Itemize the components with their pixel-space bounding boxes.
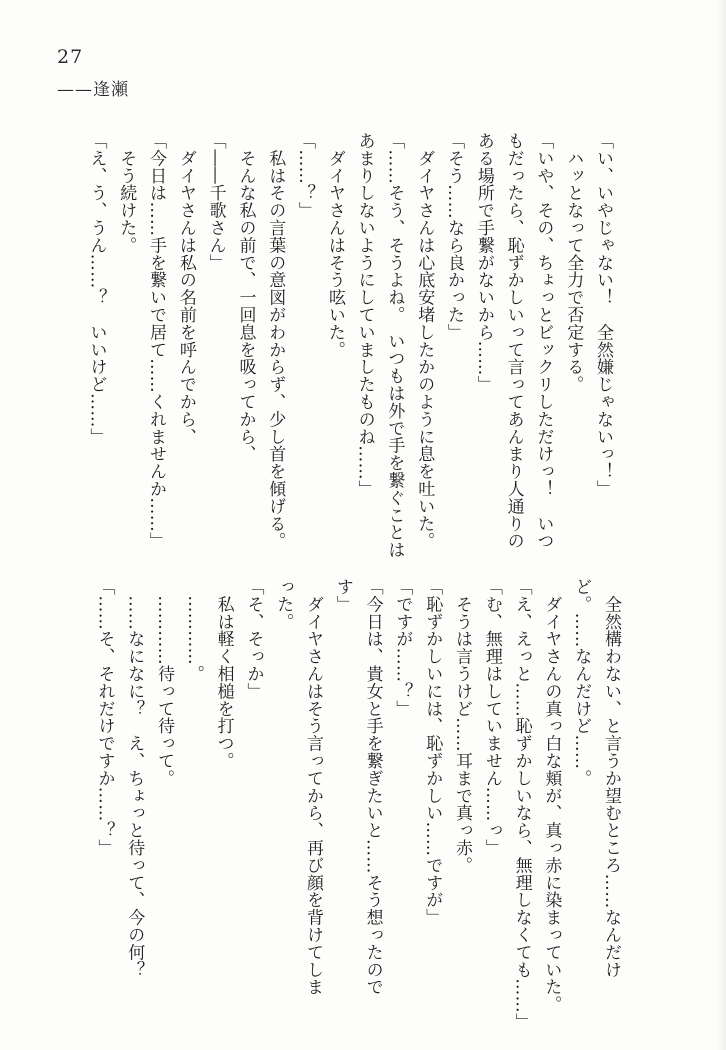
text-column: そう続けた。 xyxy=(116,132,137,254)
text-column: 「い、いやじゃない！ 全然嫌じゃないっ！」 xyxy=(593,132,613,498)
text-column: ある場所で手繋がないから……」 xyxy=(473,132,494,393)
text-column: あまりしないようにしていましたものね……」 xyxy=(354,132,375,498)
page-header xyxy=(57,46,129,100)
text-column: ダイヤさんは私の名前を呼んでから、 xyxy=(175,132,196,446)
text-column: …………待って待って。 xyxy=(154,578,175,787)
text-column: そんな私の前で、一回息を吸ってから、 xyxy=(235,132,256,463)
text-column: 「ですが……？」 xyxy=(392,578,413,718)
text-column: ダイヤさんはそう言ってから、再び顔を背けてしま xyxy=(303,578,324,996)
text-column: った。 xyxy=(273,578,294,631)
text-column: 「……？」 xyxy=(295,132,316,219)
text-column: ハッとなって全力で否定する。 xyxy=(563,132,584,393)
text-column: す」 xyxy=(332,578,353,613)
text-column: 「そ、そっか」 xyxy=(243,578,264,700)
text-column: ダイヤさんはそう呟いた。 xyxy=(324,132,345,359)
text-column: 全然構わない、と言うか望むところ……なんだけ xyxy=(601,578,621,979)
text-column: 「む、無理はしていません……っ」 xyxy=(481,578,502,857)
text-column: 「そう……なら良かった」 xyxy=(444,132,465,341)
text-column: 「今日は、貴女と手を繋ぎたいと……そう想ったので xyxy=(362,578,383,996)
page-edge-shadow xyxy=(716,0,726,1050)
text-column: 「――千歌さん」 xyxy=(205,132,226,272)
chapter-title: ——逢瀬 xyxy=(57,80,129,100)
text-column: ……なになに？ え、ちょっと待って、今の何？ xyxy=(124,578,145,979)
text-column: 「今日は……手を繋いで居て……くれませんか……」 xyxy=(146,132,167,550)
text-column: 私はその言葉の意図がわからず、少し首を傾げる。 xyxy=(265,132,286,550)
text-column: ダイヤさんは心底安堵したかのように息を吐いた。 xyxy=(414,132,435,550)
text-column: 「いや、その、ちょっとビックリしただけっ！ いつ xyxy=(533,132,554,550)
text-column: もだったら、恥ずかしいって言ってあんまり人通りの xyxy=(503,132,524,550)
text-column: ど。……なんだけど……。 xyxy=(571,578,592,787)
text-column: 「え、う、うん……？ いいけど……」 xyxy=(86,132,107,446)
text-column: 「……そ、それだけですか……？」 xyxy=(94,578,115,857)
text-column: 「……そう、そうよね。 いつもは外で手を繋ぐことは xyxy=(384,132,405,559)
text-column: 「え、えっと……恥ずかしいなら、無理しなくても……」 xyxy=(511,578,532,1031)
text-column: 「恥ずかしいには、恥ずかしい……ですが」 xyxy=(422,578,443,926)
text-column: そうは言うけど……耳まで真っ赤。 xyxy=(452,578,473,874)
text-column: ダイヤさんの真っ白な頬が、真っ赤に染まっていた。 xyxy=(541,578,562,1013)
text-column: 私は軽く相槌を打つ。 xyxy=(213,578,234,770)
page-number: 27 xyxy=(57,46,84,68)
text-block-lower xyxy=(89,578,625,1031)
text-column: …………。 xyxy=(183,578,204,683)
text-block-upper xyxy=(81,132,617,559)
